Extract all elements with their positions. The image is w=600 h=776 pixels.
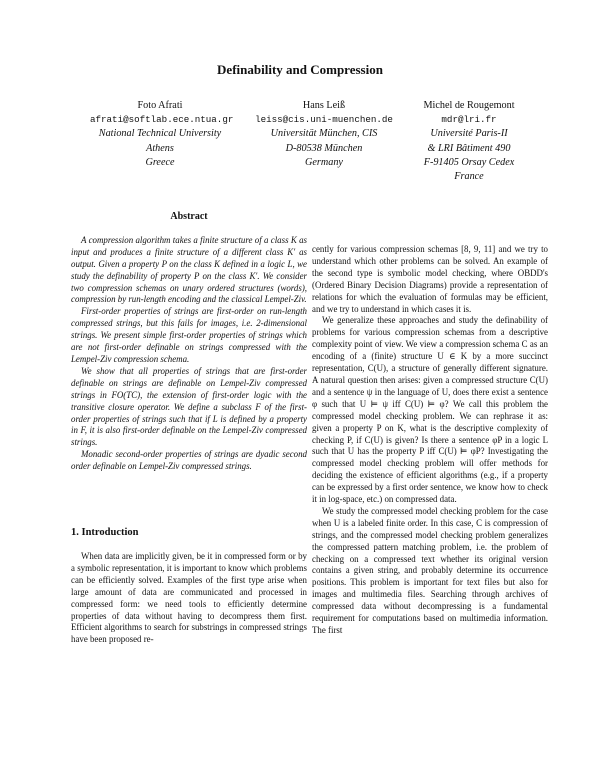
introduction-body — [71, 551, 307, 646]
abstract-paragraph: A compression algorithm takes a finite structure of a class K as input and produces a finite structure of a different class K′ as output. Given a property P on the class K defined in a logic L, we study the definability of property P on the class K′. We consider two compression schemas on unary ordered structures (words), compression by run-length encoding and the classical Lempel-Ziv. — [71, 234, 307, 305]
author-block-3 — [410, 99, 528, 184]
author-block-2 — [248, 99, 400, 170]
author-email: leiss@cis.uni-muenchen.de — [255, 114, 393, 126]
author-affiliation: & LRI Bâtiment 490 — [427, 142, 511, 154]
abstract-section — [71, 211, 307, 473]
author-affiliation: Université Paris-II — [430, 128, 508, 140]
right-column-body — [312, 244, 548, 637]
body-paragraph: cently for various compression schemas [8, 9, 11] and we try to understand which other problems can be solved. An example of the second type is symbolic model checking, where OBDD's (Ordered Binary Decision Diagrams) provide a representation of relations for which the evaluation of formulas may be efficient, and we try to understand in which cases it is. — [312, 244, 548, 314]
author-affiliation: France — [454, 171, 484, 183]
author-affiliation: Greece — [145, 156, 175, 168]
author-affiliation: Germany — [305, 156, 343, 168]
author-email: mdr@lri.fr — [441, 114, 497, 126]
abstract-heading: Abstract — [170, 211, 208, 222]
abstract-paragraph: We show that all properties of strings that are first-order definable on strings are definable on Lempel-Ziv compressed strings in FO(TC), the extension of first-order logic with the transitive closure operator. We define a subclass F of the first-order properties of strings such that if L is defined by a property in F, it is also first-order definable on the Lempel-Ziv compressed strings. — [71, 365, 307, 448]
author-name: Michel de Rougemont — [423, 100, 515, 111]
abstract-paragraph: First-order properties of strings are first-order on run-length compressed strings, but this fails for images, i.e. 2-dimensional strings. We present simple first-order properties of strings which are not first-order definable on strings compressed with the Lempel-Ziv compression schema. — [71, 306, 307, 364]
author-affiliation: Athens — [146, 142, 174, 154]
author-affiliation: Universität München, CIS — [270, 128, 378, 140]
body-paragraph: We generalize these approaches and study the definability of problems for various compression schemas from a descriptive complexity point of view. We view a compression schema C as an encoding of a (finite) structure U ∈ K by a more succinct representation, C(U), a structure of generally different signature. A natural question then arises: given a compressed structure C(U) and a sentence ψ in the language of U, does there exist a sentence φ such that U ⊨ ψ iff C(U) ⊨ φ? We call this problem the compressed model checking problem. We can rephrase it as: given a property P on K, what is the descriptive complexity of checking P, if C(U) is given? Is there a sentence φP in a logic L such that U has the property P iff C(U) ⊨ φP? Investigating the compressed model checking problem will offer methods for deciding the existence of efficient algorithms (e.g., if a property can be expressed by a first order sentence, we know how to check it in log-space, etc.) on compressed data. — [312, 315, 548, 505]
author-name: Hans Leiß — [302, 100, 346, 111]
body-paragraph: When data are implicitly given, be it in compressed form or by a symbolic representation, it is important to know which problems can be efficiently solved. Examples of the first type arise when large amount of data are communicated and processed in compressed form: we need tools to efficiently determine properties of data without having to decompress them first. Efficient algorithms to search for substrings in compressed strings have been proposed re- — [71, 551, 307, 645]
abstract-paragraph: Monadic second-order properties of strings are dyadic second order definable on Lempel-Ziv compressed strings. — [71, 449, 307, 472]
section-heading-introduction: 1. Introduction — [71, 527, 139, 538]
author-affiliation: D-80538 München — [285, 142, 363, 154]
author-email: afrati@softlab.ece.ntua.gr — [90, 114, 234, 126]
author-block-1 — [90, 99, 234, 170]
paper-title: Definability and Compression — [217, 62, 383, 77]
author-affiliation: F-91405 Orsay Cedex — [423, 156, 515, 168]
author-affiliation: National Technical University — [98, 128, 222, 140]
body-paragraph: We study the compressed model checking problem for the case when U is a labeled finite order. In this case, C is compression of strings, and the compressed model checking problem generalizes the compressed pattern matching problem, i.e. the problem of checking on a compressed text whether its original version contains a given string, and probably determine its occurrence positions. This problem is important for text files but also for images and multimedia files. Searching through archives of compressed data without decompressing is a fundamental requirement for computations based on multimedia information. The first — [312, 505, 548, 635]
author-name: Foto Afrati — [137, 100, 183, 111]
